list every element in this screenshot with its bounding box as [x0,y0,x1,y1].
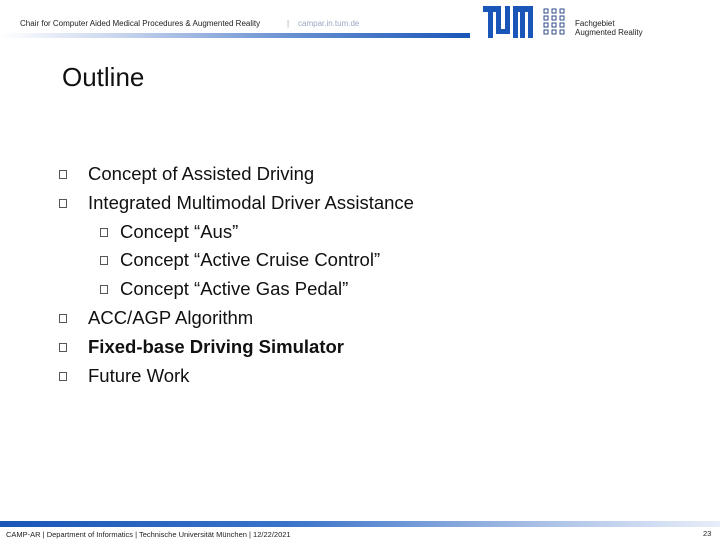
department-label [575,19,643,37]
outline-item-text: Future Work [88,364,190,386]
bullet-icon [59,170,67,179]
bullet-icon [100,256,108,265]
outline-item-multimodal-assistance [0,189,720,218]
header-separator: | [287,19,290,28]
outline-item-text: Concept of Assisted Driving [88,163,315,184]
department-line-1: Fachgebiet [575,19,615,28]
bullet-icon [59,199,67,208]
bullet-icon [59,343,67,352]
page-number: 23 [703,529,712,538]
bullet-icon [59,314,67,323]
outline-item-text: Concept “Active Cruise Control” [120,249,381,271]
outline-item-text: Integrated Multimodal Driver Assistance [88,191,414,213]
bullet-icon [100,228,108,237]
header-gradient-bar [0,33,470,38]
outline-item-text: Fixed-base Driving Simulator [88,335,344,357]
outline-item-text: Concept “Active Gas Pedal” [120,278,349,300]
outline-list [0,160,720,390]
slide-header [0,0,720,42]
outline-subitem-active-cruise-control [0,246,720,275]
outline-subitem-active-gas-pedal [0,275,720,304]
slide-title: Outline [62,62,145,92]
bullet-icon [59,372,67,381]
outline-item-text: ACC/AGP Algorithm [88,306,254,328]
tum-logo-icon [483,6,535,38]
department-line-2: Augmented Reality [575,28,643,37]
tum-seal-icon [541,6,569,36]
footer-gradient-bar [0,521,720,527]
outline-item-driving-simulator [0,333,720,362]
website-link[interactable]: campar.in.tum.de [298,19,360,28]
slide-footer: CAMP-AR | Department of Informatics | Technische Universität München | 12/22/2021 [6,530,291,539]
bullet-icon [100,285,108,294]
outline-item-text: Concept “Aus” [120,220,239,242]
outline-item-assisted-driving [0,160,720,189]
chair-name: Chair for Computer Aided Medical Procedures & Augmented Reality [20,19,261,28]
outline-item-future-work [0,362,720,391]
outline-subitem-aus [0,218,720,247]
outline-item-acc-agp-algorithm [0,304,720,333]
